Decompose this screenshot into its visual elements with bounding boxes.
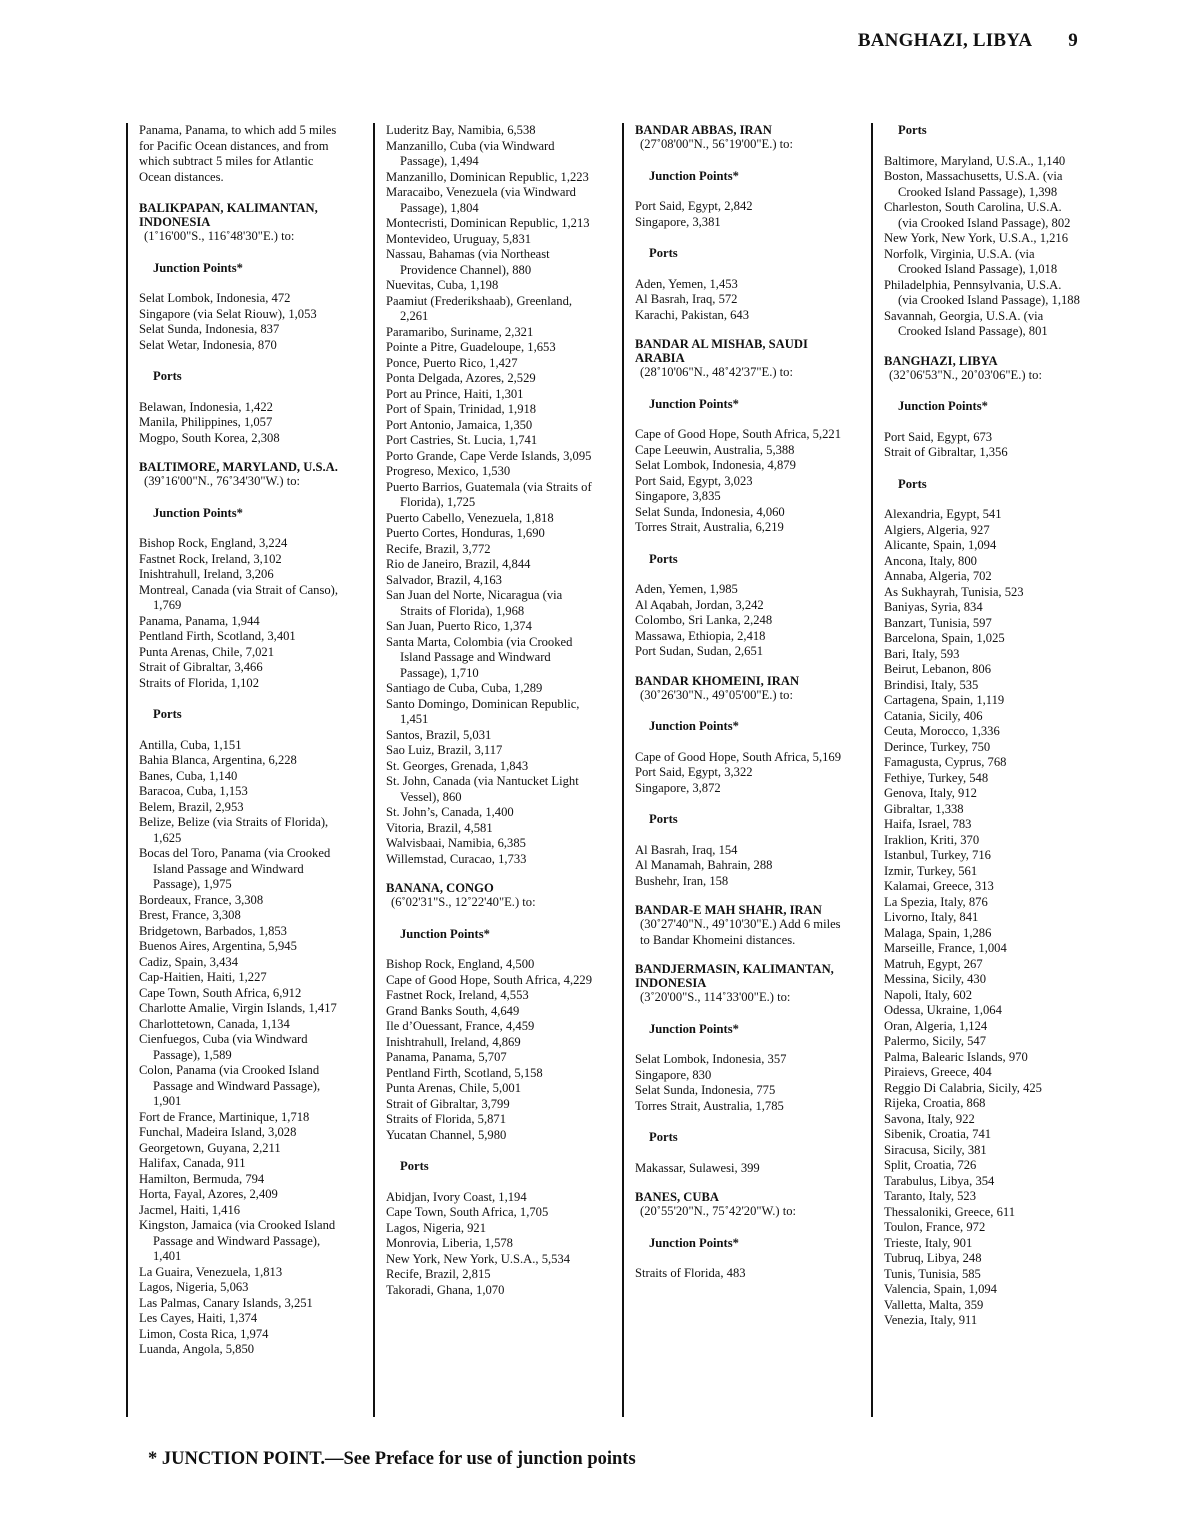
- port-coordinates: (39˚16'00"N., 76˚34'30"W.) to:: [144, 474, 301, 488]
- list-item: Algiers, Algeria, 927: [884, 522, 990, 537]
- list-item: San Juan, Puerto Rico, 1,374: [386, 619, 532, 633]
- section-label: Ports: [400, 1159, 429, 1173]
- list-item: Norfolk, Virginia, U.S.A. (via Crooked Island Passage), 1,018: [884, 246, 1058, 276]
- list-item: Singapore, 3,872: [635, 780, 721, 795]
- entry-list: [386, 1190, 595, 1299]
- list-item: New York, New York, U.S.A., 1,216: [884, 231, 1069, 245]
- list-item: Charleston, South Carolina, U.S.A. (via Crooked Island Passage), 802: [884, 200, 1071, 230]
- list-item: Torres Strait, Australia, 6,219: [635, 520, 784, 534]
- port-heading: BANES, CUBA: [635, 1190, 719, 1204]
- port-heading: BANGHAZI, LIBYA: [884, 353, 998, 368]
- list-item: Port Antonio, Jamaica, 1,350: [386, 417, 533, 432]
- list-item: Puerto Cortes, Honduras, 1,690: [386, 526, 545, 540]
- list-item: Thessaloniki, Greece, 611: [884, 1204, 1016, 1219]
- list-item: Cienfuegos, Cuba (via Windward Passage), 1,589: [139, 1032, 308, 1062]
- list-item: Pentland Firth, Scotland, 3,401: [139, 629, 296, 643]
- entry-list: [139, 536, 344, 691]
- section-label: Junction Points*: [649, 168, 739, 183]
- list-item: Cape of Good Hope, South Africa, 5,169: [635, 749, 842, 764]
- list-item: Alicante, Spain, 1,094: [884, 538, 997, 552]
- port-coordinates: (6˚02'31"S., 12˚22'40"E.) to:: [391, 895, 536, 909]
- list-item: Valletta, Malta, 359: [884, 1297, 984, 1312]
- entry-list: [635, 582, 844, 660]
- list-item: Pentland Firth, Scotland, 5,158: [386, 1065, 543, 1080]
- list-item: Makassar, Sulawesi, 399: [635, 1160, 760, 1175]
- list-item: Tunis, Tunisia, 585: [884, 1266, 981, 1281]
- list-item: Buenos Aires, Argentina, 5,945: [139, 939, 297, 953]
- list-item: Inishtrahull, Ireland, 3,206: [139, 567, 274, 581]
- list-item: Port Castries, St. Lucia, 1,741: [386, 433, 538, 447]
- port-entry: [139, 201, 344, 446]
- list-item: Venezia, Italy, 911: [884, 1313, 978, 1327]
- list-item: Al Manamah, Bahrain, 288: [635, 858, 773, 872]
- list-item: Singapore, 3,381: [635, 214, 721, 229]
- entry-list: [635, 199, 844, 230]
- list-item: Monrovia, Liberia, 1,578: [386, 1236, 513, 1250]
- list-item: Port Sudan, Sudan, 2,651: [635, 644, 764, 658]
- list-item: Punta Arenas, Chile, 7,021: [139, 644, 275, 659]
- list-item: Port Said, Egypt, 3,322: [635, 765, 753, 779]
- list-item: Ponta Delgada, Azores, 2,529: [386, 371, 536, 385]
- list-item: Luanda, Angola, 5,850: [139, 1342, 255, 1356]
- list-item: Matruh, Egypt, 267: [884, 956, 983, 971]
- list-item: Jacmel, Haiti, 1,416: [139, 1202, 241, 1217]
- list-item: Izmir, Turkey, 561: [884, 863, 978, 878]
- entry-list: [635, 750, 844, 797]
- list-item: Nuevitas, Cuba, 1,198: [386, 278, 499, 292]
- port-entry: [635, 1190, 844, 1282]
- list-item: Siracusa, Sicily, 381: [884, 1142, 987, 1157]
- list-item: Massawa, Ethiopia, 2,418: [635, 628, 766, 643]
- list-item: Gibraltar, 1,338: [884, 801, 964, 816]
- list-item: Sibenik, Croatia, 741: [884, 1127, 992, 1141]
- list-item: Brest, France, 3,308: [139, 908, 241, 922]
- list-item: Sao Luiz, Brazil, 3,117: [386, 743, 503, 757]
- list-item: Karachi, Pakistan, 643: [635, 307, 750, 322]
- list-item: Selat Lombok, Indonesia, 4,879: [635, 458, 796, 472]
- entry-list: [635, 277, 844, 324]
- list-item: Baniyas, Syria, 834: [884, 600, 983, 614]
- port-entry: [884, 354, 1081, 1329]
- list-item: Bocas del Toro, Panama (via Crooked Island Passage and Windward Passage), 1,975: [139, 846, 331, 891]
- list-item: Bahia Blanca, Argentina, 6,228: [139, 753, 297, 767]
- list-item: Strait of Gibraltar, 3,799: [386, 1096, 510, 1111]
- section-label: Ports: [649, 551, 678, 566]
- list-item: Abidjan, Ivory Coast, 1,194: [386, 1189, 527, 1204]
- list-item: Fastnet Rock, Ireland, 3,102: [139, 551, 282, 566]
- list-item: As Sukhayrah, Tunisia, 523: [884, 584, 1024, 599]
- list-item: Colombo, Sri Lanka, 2,248: [635, 613, 773, 627]
- list-item: Al Aqabah, Jordan, 3,242: [635, 597, 764, 612]
- list-item: Malaga, Spain, 1,286: [884, 925, 992, 940]
- list-item: Odessa, Ukraine, 1,064: [884, 1003, 1002, 1017]
- entry-list: [635, 427, 844, 536]
- column-1: [126, 123, 344, 1417]
- section-label: Ports: [898, 123, 927, 137]
- list-item: Charlotte Amalie, Virgin Islands, 1,417: [139, 1001, 337, 1015]
- list-item: Cape of Good Hope, South Africa, 4,229: [386, 972, 593, 987]
- list-item: Singapore, 830: [635, 1067, 712, 1082]
- entry-list: [884, 430, 1081, 461]
- port-coordinates: (30˚27'40"N., 49˚10'30"E.) Add 6 miles to Bandar Khomeini distances.: [640, 917, 841, 947]
- list-item: Funchal, Madeira Island, 3,028: [139, 1125, 297, 1139]
- list-item: Philadelphia, Pennsylvania, U.S.A. (via Crooked Island Passage), 1,188: [884, 277, 1080, 307]
- list-item: Napoli, Italy, 602: [884, 987, 973, 1002]
- list-item: Montreal, Canada (via Strait of Canso), 1,769: [139, 582, 338, 612]
- list-item: Cape of Good Hope, South Africa, 5,221: [635, 427, 842, 441]
- list-item: Cartagena, Spain, 1,119: [884, 693, 1005, 707]
- port-entry: [635, 962, 844, 1176]
- list-item: Santiago de Cuba, Cuba, 1,289: [386, 681, 543, 695]
- list-item: Santo Domingo, Dominican Republic, 1,451: [386, 696, 580, 726]
- list-item: Iraklion, Kriti, 370: [884, 832, 980, 847]
- section-label: Junction Points*: [649, 1021, 739, 1036]
- port-coordinates: (3˚20'00"S., 114˚33'00"E.) to:: [640, 990, 791, 1004]
- list-item: Rio de Janeiro, Brazil, 4,844: [386, 557, 531, 571]
- list-item: La Guaira, Venezuela, 1,813: [139, 1264, 283, 1279]
- list-item: Cap-Haitien, Haiti, 1,227: [139, 970, 267, 984]
- running-head: [858, 30, 1078, 52]
- list-item: Livorno, Italy, 841: [884, 910, 979, 924]
- list-item: Les Cayes, Haiti, 1,374: [139, 1311, 258, 1325]
- column-2: [373, 123, 595, 1417]
- list-item: Willemstad, Curacao, 1,733: [386, 851, 527, 866]
- list-item: Straits of Florida, 5,871: [386, 1112, 506, 1126]
- section-label: Junction Points*: [649, 396, 739, 411]
- port-entry: [635, 123, 844, 323]
- lead-paragraph: Panama, Panama, to which add 5 miles for Pacific Ocean distances, and from which subtract 5 miles for Atlantic Ocean distances.: [139, 123, 337, 184]
- list-item: Bishop Rock, England, 4,500: [386, 957, 535, 971]
- list-item: Singapore (via Selat Riouw), 1,053: [139, 306, 317, 321]
- list-item: Aden, Yemen, 1,453: [635, 276, 738, 291]
- port-entry: [635, 903, 844, 948]
- section-label: Ports: [153, 369, 182, 383]
- list-item: Banzart, Tunisia, 597: [884, 615, 992, 630]
- list-item: Strait of Gibraltar, 3,466: [139, 660, 263, 674]
- list-item: Bridgetown, Barbados, 1,853: [139, 923, 287, 938]
- page-title: BANGHAZI, LIBYA: [857, 30, 1033, 51]
- list-item: Panama, Panama, 1,944: [139, 613, 260, 628]
- list-item: Cadiz, Spain, 3,434: [139, 954, 238, 969]
- list-item: Colon, Panama (via Crooked Island Passage and Windward Passage), 1,901: [139, 1063, 321, 1108]
- list-item: Rijeka, Croatia, 868: [884, 1096, 986, 1110]
- list-item: Port Said, Egypt, 3,023: [635, 473, 753, 488]
- list-item: Cape Town, South Africa, 6,912: [139, 985, 302, 1000]
- list-item: Grand Banks South, 4,649: [386, 1003, 520, 1018]
- section-label: Ports: [898, 476, 927, 491]
- list-item: Derince, Turkey, 750: [884, 739, 991, 754]
- list-item: Inishtrahull, Ireland, 4,869: [386, 1034, 521, 1049]
- section-label: Ports: [649, 1130, 678, 1144]
- list-item: Savannah, Georgia, U.S.A. (via Crooked Island Passage), 801: [884, 308, 1048, 338]
- list-item: Port Said, Egypt, 673: [884, 429, 993, 444]
- list-item: Barcelona, Spain, 1,025: [884, 631, 1005, 645]
- list-item: Santos, Brazil, 5,031: [386, 727, 492, 742]
- port-entry: [386, 881, 595, 1298]
- entry-list: [386, 123, 595, 867]
- list-item: Ancona, Italy, 800: [884, 553, 977, 568]
- column-3: [622, 123, 844, 1417]
- list-item: Straits of Florida, 483: [635, 1266, 746, 1280]
- section-label: Ports: [153, 707, 182, 721]
- list-item: Famagusta, Cyprus, 768: [884, 755, 1007, 769]
- list-item: Georgetown, Guyana, 2,211: [139, 1140, 281, 1155]
- list-item: Manzanillo, Cuba (via Windward Passage), 1,494: [386, 138, 555, 168]
- list-item: Belem, Brazil, 2,953: [139, 799, 244, 814]
- list-item: Puerto Barrios, Guatemala (via Straits of Florida), 1,725: [386, 479, 592, 509]
- list-item: Limon, Costa Rica, 1,974: [139, 1326, 269, 1341]
- port-heading: BANDAR-E MAH SHAHR, IRAN: [635, 903, 822, 917]
- list-item: Strait of Gibraltar, 1,356: [884, 445, 1008, 459]
- section-label: Ports: [649, 246, 678, 260]
- list-item: Selat Wetar, Indonesia, 870: [139, 337, 277, 352]
- list-item: Al Basrah, Iraq, 572: [635, 292, 738, 306]
- entry-list: [884, 154, 1081, 340]
- port-coordinates: (27˚08'00"N., 56˚19'00"E.) to:: [640, 137, 793, 151]
- page-number: 9: [1068, 30, 1078, 51]
- list-item: Singapore, 3,835: [635, 489, 721, 503]
- port-coordinates: (20˚55'20"N., 75˚42'20"W.) to:: [640, 1204, 797, 1218]
- list-item: La Spezia, Italy, 876: [884, 894, 988, 909]
- list-item: Las Palmas, Canary Islands, 3,251: [139, 1295, 313, 1310]
- list-item: Haifa, Israel, 783: [884, 817, 972, 831]
- list-item: Manila, Philippines, 1,057: [139, 415, 273, 429]
- list-item: Yucatan Channel, 5,980: [386, 1127, 507, 1142]
- list-item: Cape Leeuwin, Australia, 5,388: [635, 442, 795, 457]
- section-label: Junction Points*: [649, 1235, 739, 1250]
- list-item: Salvador, Brazil, 4,163: [386, 572, 502, 587]
- section-label: Junction Points*: [153, 260, 243, 275]
- list-item: Horta, Fayal, Azores, 2,409: [139, 1187, 278, 1201]
- list-item: Cape Town, South Africa, 1,705: [386, 1205, 549, 1219]
- list-item: Progreso, Mexico, 1,530: [386, 464, 511, 478]
- list-item: Paramaribo, Suriname, 2,321: [386, 324, 534, 339]
- list-item: St. John, Canada (via Nantucket Light Vessel), 860: [386, 774, 579, 804]
- list-item: Brindisi, Italy, 535: [884, 677, 979, 692]
- list-item: Halifax, Canada, 911: [139, 1156, 246, 1170]
- port-coordinates: (28˚10'06"N., 48˚42'37"E.) to:: [640, 365, 793, 379]
- port-entry: [139, 460, 344, 1358]
- list-item: Boston, Massachusetts, U.S.A. (via Crooked Island Passage), 1,398: [884, 169, 1063, 199]
- list-item: Messina, Sicily, 430: [884, 972, 987, 986]
- list-item: Selat Sunda, Indonesia, 837: [139, 322, 280, 336]
- list-item: Hamilton, Bermuda, 794: [139, 1171, 265, 1186]
- list-item: Kingston, Jamaica (via Crooked Island Passage and Windward Passage), 1,401: [139, 1218, 336, 1263]
- entry-list: [635, 1266, 844, 1282]
- entry-list: [139, 738, 344, 1358]
- section-label: Ports: [649, 812, 678, 826]
- list-item: Taranto, Italy, 523: [884, 1189, 977, 1203]
- entry-list: [884, 507, 1081, 1329]
- list-item: Bushehr, Iran, 158: [635, 873, 729, 888]
- list-item: Oran, Algeria, 1,124: [884, 1018, 988, 1033]
- section-label: Junction Points*: [898, 399, 988, 413]
- list-item: Fastnet Rock, Ireland, 4,553: [386, 988, 529, 1002]
- list-item: Aden, Yemen, 1,985: [635, 582, 738, 596]
- list-item: Al Basrah, Iraq, 154: [635, 842, 738, 857]
- list-item: Selat Sunda, Indonesia, 775: [635, 1083, 776, 1097]
- list-item: Maracaibo, Venezuela (via Windward Passage), 1,804: [386, 185, 576, 215]
- port-heading: BANDAR ABBAS, IRAN: [635, 123, 772, 137]
- list-item: St. John’s, Canada, 1,400: [386, 805, 514, 819]
- list-item: Palma, Balearic Islands, 970: [884, 1049, 1028, 1064]
- port-coordinates: (30˚26'30"N., 49˚05'00"E.) to:: [640, 687, 793, 702]
- list-item: Split, Croatia, 726: [884, 1158, 977, 1172]
- list-item: Belize, Belize (via Straits of Florida), 1,625: [139, 815, 329, 845]
- list-item: New York, New York, U.S.A., 5,534: [386, 1251, 571, 1266]
- entry-list: [635, 843, 844, 890]
- list-item: Santa Marta, Colombia (via Crooked Island Passage and Windward Passage), 1,710: [386, 634, 573, 680]
- list-item: Ceuta, Morocco, 1,336: [884, 724, 1000, 738]
- column-4: [871, 123, 1081, 1417]
- entry-list: [635, 1161, 844, 1177]
- list-item: Mogpo, South Korea, 2,308: [139, 430, 280, 445]
- list-item: Baracoa, Cuba, 1,153: [139, 784, 248, 798]
- list-item: Fethiye, Turkey, 548: [884, 770, 989, 785]
- list-item: Walvisbaai, Namibia, 6,385: [386, 836, 526, 850]
- list-item: Paamiut (Frederikshaab), Greenland, 2,261: [386, 293, 573, 323]
- list-item: Tubruq, Libya, 248: [884, 1251, 982, 1265]
- port-heading: BALIKPAPAN, KALIMANTAN, INDONESIA: [139, 201, 318, 229]
- list-item: Savona, Italy, 922: [884, 1111, 975, 1126]
- list-item: Charlottetown, Canada, 1,134: [139, 1016, 290, 1031]
- list-item: Toulon, France, 972: [884, 1220, 986, 1234]
- list-item: Catania, Sicily, 406: [884, 708, 983, 723]
- list-item: Alexandria, Egypt, 541: [884, 507, 1002, 521]
- list-item: Trieste, Italy, 901: [884, 1235, 973, 1250]
- list-item: St. Georges, Grenada, 1,843: [386, 758, 529, 773]
- list-item: Selat Sunda, Indonesia, 4,060: [635, 504, 785, 519]
- list-item: Takoradi, Ghana, 1,070: [386, 1282, 505, 1297]
- port-coordinates: (32˚06'53"N., 20˚03'06"E.) to:: [889, 367, 1042, 382]
- list-item: Belawan, Indonesia, 1,422: [139, 399, 273, 414]
- list-item: Bari, Italy, 593: [884, 646, 960, 661]
- list-item: Port of Spain, Trinidad, 1,918: [386, 402, 537, 416]
- list-item: Punta Arenas, Chile, 5,001: [386, 1081, 522, 1095]
- list-item: San Juan del Norte, Nicaragua (via Straits of Florida), 1,968: [386, 588, 563, 618]
- list-item: Manzanillo, Dominican Republic, 1,223: [386, 169, 589, 184]
- port-heading: BANDAR KHOMEINI, IRAN: [635, 673, 800, 688]
- port-entry: [635, 337, 844, 660]
- list-item: Recife, Brazil, 2,815: [386, 1267, 491, 1281]
- list-item: Bordeaux, France, 3,308: [139, 892, 264, 907]
- list-item: Beirut, Lebanon, 806: [884, 662, 992, 676]
- list-item: Baltimore, Maryland, U.S.A., 1,140: [884, 153, 1066, 168]
- list-item: Lagos, Nigeria, 921: [386, 1220, 487, 1235]
- section-label: Junction Points*: [400, 926, 490, 941]
- list-item: Bishop Rock, England, 3,224: [139, 536, 288, 550]
- list-item: Palermo, Sicily, 547: [884, 1034, 987, 1048]
- list-item: Nassau, Bahamas (via Northeast Providence Channel), 880: [386, 247, 550, 277]
- section-label: Junction Points*: [153, 505, 243, 520]
- list-item: Straits of Florida, 1,102: [139, 675, 259, 690]
- list-item: Panama, Panama, 5,707: [386, 1050, 507, 1064]
- list-item: Port au Prince, Haiti, 1,301: [386, 386, 524, 401]
- list-item: Valencia, Spain, 1,094: [884, 1282, 997, 1296]
- entry-list: [139, 400, 344, 447]
- list-item: Recife, Brazil, 3,772: [386, 541, 491, 556]
- entry-list: [635, 1052, 844, 1114]
- list-item: Porto Grande, Cape Verde Islands, 3,095: [386, 448, 592, 463]
- section-label: Junction Points*: [649, 719, 739, 733]
- port-coordinates: (1˚16'00"S., 116˚48'30"E.) to:: [144, 229, 295, 243]
- list-item: Reggio Di Calabria, Sicily, 425: [884, 1080, 1042, 1095]
- list-item: Tarabulus, Libya, 354: [884, 1173, 995, 1188]
- port-heading: BANANA, CONGO: [386, 881, 494, 895]
- list-item: Istanbul, Turkey, 716: [884, 848, 991, 862]
- list-item: Marseille, France, 1,004: [884, 941, 1007, 955]
- port-heading: BALTIMORE, MARYLAND, U.S.A.: [139, 460, 338, 474]
- list-item: Genova, Italy, 912: [884, 786, 977, 800]
- list-item: Torres Strait, Australia, 1,785: [635, 1098, 784, 1113]
- port-entry: [635, 674, 844, 890]
- list-item: Montecristi, Dominican Republic, 1,213: [386, 216, 590, 230]
- list-item: Antilla, Cuba, 1,151: [139, 737, 242, 752]
- list-item: Ile d’Ouessant, France, 4,459: [386, 1019, 535, 1033]
- list-item: Kalamai, Greece, 313: [884, 879, 994, 893]
- list-item: Luderitz Bay, Namibia, 6,538: [386, 123, 536, 137]
- list-item: Banes, Cuba, 1,140: [139, 768, 238, 783]
- entry-list: [386, 957, 595, 1143]
- list-item: Lagos, Nigeria, 5,063: [139, 1280, 249, 1294]
- list-item: Fort de France, Martinique, 1,718: [139, 1109, 310, 1124]
- list-item: Vitoria, Brazil, 4,581: [386, 820, 493, 835]
- list-item: Montevideo, Uruguay, 5,831: [386, 231, 532, 246]
- list-item: Selat Lombok, Indonesia, 472: [139, 291, 291, 305]
- list-item: Pointe a Pitre, Guadeloupe, 1,653: [386, 340, 556, 354]
- list-item: Port Said, Egypt, 2,842: [635, 199, 753, 213]
- list-item: Ponce, Puerto Rico, 1,427: [386, 355, 518, 370]
- port-heading: BANDAR AL MISHAB, SAUDI ARABIA: [635, 337, 808, 365]
- entry-list: [139, 291, 344, 353]
- list-item: Puerto Cabello, Venezuela, 1,818: [386, 510, 554, 525]
- list-item: Selat Lombok, Indonesia, 357: [635, 1052, 787, 1066]
- port-heading: BANDJERMASIN, KALIMANTAN, INDONESIA: [635, 962, 834, 990]
- list-item: Annaba, Algeria, 702: [884, 569, 992, 583]
- list-item: Piraievs, Greece, 404: [884, 1065, 992, 1079]
- footnote: * JUNCTION POINT.—See Preface for use of junction points: [148, 1449, 636, 1469]
